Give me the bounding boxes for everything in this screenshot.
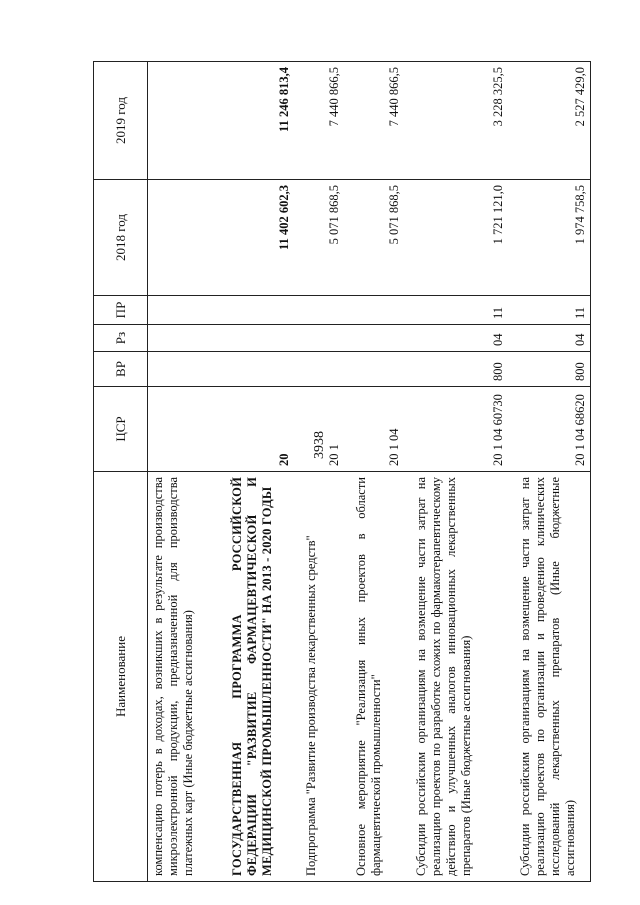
table-row <box>508 62 591 882</box>
budget-table <box>93 61 591 882</box>
row-name: Субсидии российским организациям на возмещение части затрат на реализацию проектов по разработке схожих по фармакотерапевтическому действию и улучшенных аналогов инновационных лекарственных препаратов (Иные бюджетные ассигнования) <box>404 472 508 882</box>
column-header-name: Наименование <box>94 472 148 882</box>
column-header-csr: ЦСР <box>94 387 148 472</box>
row-csr: 20 1 04 <box>344 387 404 472</box>
row-2019: 11 246 813,4 <box>220 62 294 180</box>
row-2018: 1 974 758,5 <box>508 180 591 296</box>
row-2018: 1 721 121,0 <box>404 180 508 296</box>
row-vr <box>148 352 220 387</box>
page-number: 3938 <box>312 431 327 459</box>
row-csr: 20 1 04 60730 <box>404 387 508 472</box>
row-2019: 7 440 866,5 <box>294 62 344 180</box>
row-csr <box>148 387 220 472</box>
row-name: ГОСУДАРСТВЕННАЯ ПРОГРАММА РОССИЙСКОЙ ФЕДЕРАЦИИ "РАЗВИТИЕ ФАРМАЦЕВТИЧЕСКОЙ И МЕДИЦИНСКОЙ ПРОМЫШЛЕННОСТИ" НА 2013 - 2020 ГОДЫ <box>220 472 294 882</box>
table-row <box>294 62 344 882</box>
column-header-rz: Рз <box>94 325 148 352</box>
column-header-2018: 2018 год <box>94 180 148 296</box>
row-rz <box>294 325 344 352</box>
row-rz <box>148 325 220 352</box>
table-header-row <box>94 62 148 882</box>
column-header-vr: ВР <box>94 352 148 387</box>
row-2019: 7 440 866,5 <box>344 62 404 180</box>
row-vr <box>220 352 294 387</box>
row-pr <box>294 296 344 325</box>
column-header-pr: ПР <box>94 296 148 325</box>
row-2018: 11 402 602,3 <box>220 180 294 296</box>
column-header-2019: 2019 год <box>94 62 148 180</box>
table-row <box>220 62 294 882</box>
row-name: Основное мероприятие "Реализация иных проектов в области фармацевтической промышленности" <box>344 472 404 882</box>
row-2019: 3 228 325,5 <box>404 62 508 180</box>
row-rz: 04 <box>404 325 508 352</box>
row-pr: 11 <box>508 296 591 325</box>
budget-table-container <box>93 62 591 882</box>
row-2018 <box>148 180 220 296</box>
row-vr: 800 <box>404 352 508 387</box>
row-rz <box>344 325 404 352</box>
row-pr <box>220 296 294 325</box>
row-rz: 04 <box>508 325 591 352</box>
table-row <box>404 62 508 882</box>
row-csr: 20 1 <box>294 387 344 472</box>
table-row <box>148 62 220 882</box>
row-pr: 11 <box>404 296 508 325</box>
row-csr: 20 <box>220 387 294 472</box>
row-2019: 2 527 429,0 <box>508 62 591 180</box>
row-2019 <box>148 62 220 180</box>
row-rz <box>220 325 294 352</box>
row-pr <box>148 296 220 325</box>
table-row <box>344 62 404 882</box>
row-vr: 800 <box>508 352 591 387</box>
row-vr <box>294 352 344 387</box>
row-name: Субсидии российским организациям на возмещение части затрат на реализацию проектов по организации и проведению клинических исследований лекарственных препаратов (Иные бюджетные ассигнования) <box>508 472 591 882</box>
row-name: компенсацию потерь в доходах, возникших в результате производства микроэлектронной продукции, предназначенной для производства платежных карт (Иные бюджетные ассигнования) <box>148 472 220 882</box>
row-csr: 20 1 04 68620 <box>508 387 591 472</box>
row-name: Подпрограмма "Развитие производства лекарственных средств" <box>294 472 344 882</box>
row-2018: 5 071 868,5 <box>294 180 344 296</box>
row-pr <box>344 296 404 325</box>
row-2018: 5 071 868,5 <box>344 180 404 296</box>
row-vr <box>344 352 404 387</box>
